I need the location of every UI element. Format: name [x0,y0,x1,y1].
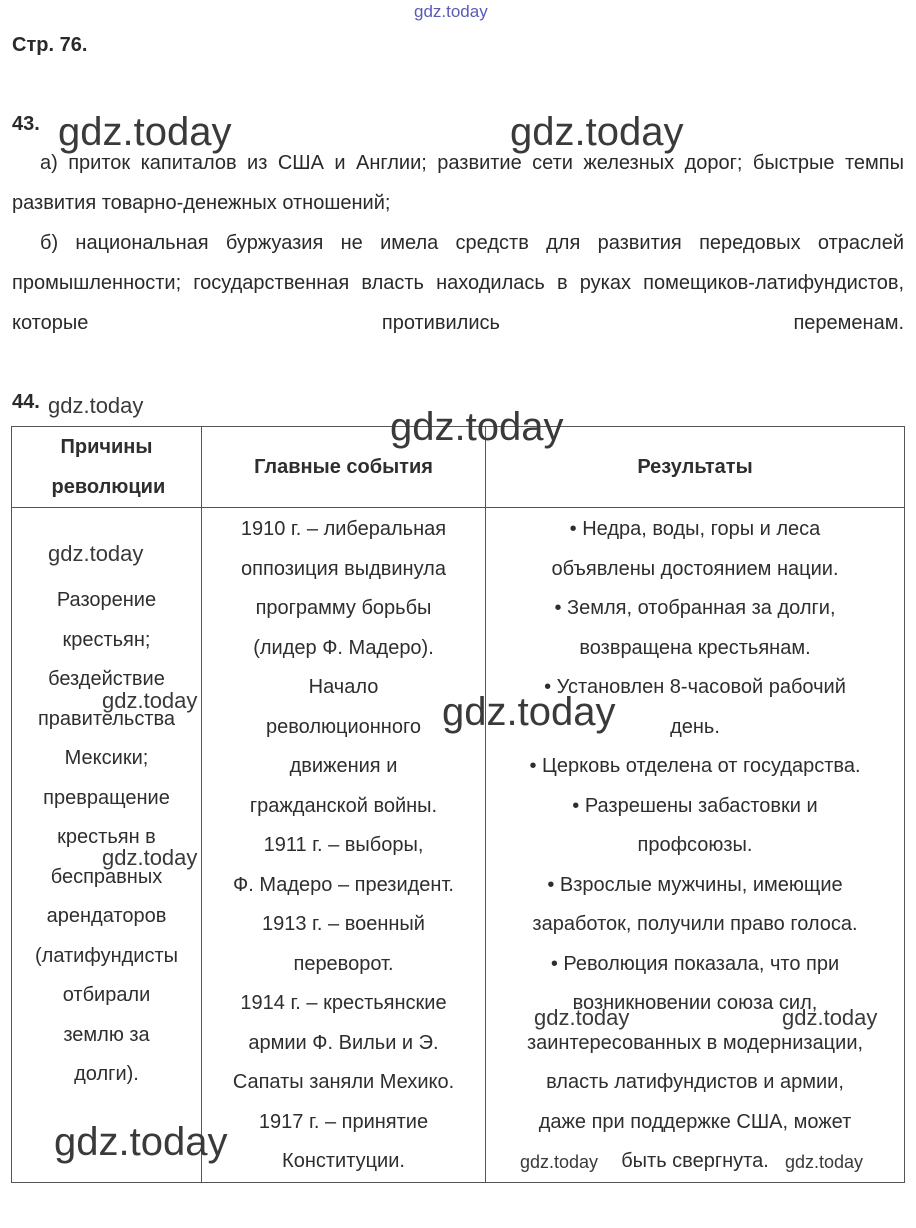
task-43-number: 43. [12,113,40,135]
event-line: программу борьбы [255,597,432,619]
cause-line: арендаторов [46,905,167,927]
event-line: 1913 г. – военный [262,913,425,935]
event-line: 1910 г. – либеральная [240,518,447,540]
watermark: gdz.today [102,688,198,713]
event-line: революционного [266,715,421,738]
task-44-number: 44. [12,391,40,413]
cause-line: бездействие [48,668,165,690]
cause-line: долги). [74,1063,139,1085]
watermark: gdz.today [58,110,232,154]
event-line: гражданской войны. [249,794,438,817]
watermark: gdz.today [510,110,684,154]
result-line: даже при поддержке США, может [538,1110,852,1133]
table-header-row [12,427,905,508]
cause-line: землю за [63,1023,150,1046]
watermark: gdz.today [48,541,144,566]
result-line: власть латифундистов и армии, [546,1071,844,1093]
cause-line: (латифундисты [35,944,178,967]
events-cell [202,508,486,1183]
event-line: Начало [308,676,379,698]
event-line: Ф. Мадеро – президент. [233,873,454,896]
causes-cell [12,508,202,1183]
event-line: 1917 г. – принятие [258,1110,429,1133]
watermark: gdz.today [785,1152,864,1172]
result-line: • Церковь отделена от государства. [529,755,861,777]
watermark: gdz.today [520,1152,599,1172]
result-line: • Революция показала, что при [550,952,840,975]
task-43-paragraph-a: а) приток капиталов из США и Англии; развитие сети железных дорог; быстрые темпы развития товарно-денежных отношений; [12,152,904,214]
revolution-table [11,426,905,1183]
cause-line: бесправных [50,865,163,888]
watermark: gdz.today [48,393,144,418]
result-line: • Земля, отобранная за долги, [554,597,836,619]
watermark: gdz.today [534,1005,630,1030]
watermark: gdz.today [442,690,616,734]
event-line: Сапаты заняли Мехико. [232,1071,455,1093]
event-line: переворот. [293,952,394,975]
cause-line: крестьян; [62,628,151,651]
watermark: gdz.today [54,1120,228,1164]
cause-line: Мексики; [64,747,149,769]
header-causes: Причины революции [12,427,202,508]
result-line: • Недра, воды, горы и леса [569,518,821,540]
cause-line: правительства [37,707,176,730]
header-results: Результаты [486,427,905,508]
event-line: оппозиция выдвинула [241,557,446,580]
task-43-paragraph-b: б) национальная буржуазия не имела средств для развития передовых отраслей промышленности; государственная власть находилась в руках помещиков-латифундистов, которые противились переменам. [12,232,904,334]
page-number: Стр. 76. [12,34,88,56]
event-line: Конституции. [282,1150,405,1172]
cause-line: превращение [43,786,170,809]
result-line: заинтересованных в модернизации, [526,1031,864,1054]
result-line: быть свергнута. [621,1150,769,1172]
result-line: возникновении союза сил, [572,992,818,1014]
event-line: движения и [289,755,398,777]
result-line: профсоюзы. [637,834,753,856]
cause-line: Разорение [56,589,157,611]
task-43-text [12,143,904,343]
result-line: день. [670,715,720,738]
header-events: Главные события [202,427,486,508]
results-cell [486,508,905,1183]
result-line: заработок, получили право голоса. [532,913,858,935]
cause-line: крестьян в [57,826,156,848]
watermark: gdz.today [102,845,198,870]
result-line: • Установлен 8-часовой рабочий [544,676,846,698]
watermark: gdz.today [782,1005,878,1030]
event-line: (лидер Ф. Мадеро). [253,636,434,659]
watermark: gdz.today [390,405,564,449]
table-row [12,508,905,1183]
result-line: • Разрешены забастовки и [572,794,818,817]
event-line: армии Ф. Вильи и Э. [248,1031,439,1054]
result-line: возвращена крестьянам. [579,636,811,659]
event-line: 1911 г. – выборы, [263,834,424,856]
result-line: • Взрослые мужчины, имеющие [547,873,843,896]
watermark: gdz.today [414,2,488,21]
result-line: объявлены достоянием нации. [551,557,839,580]
cause-line: отбирали [62,984,151,1006]
event-line: 1914 г. – крестьянские [240,992,447,1014]
